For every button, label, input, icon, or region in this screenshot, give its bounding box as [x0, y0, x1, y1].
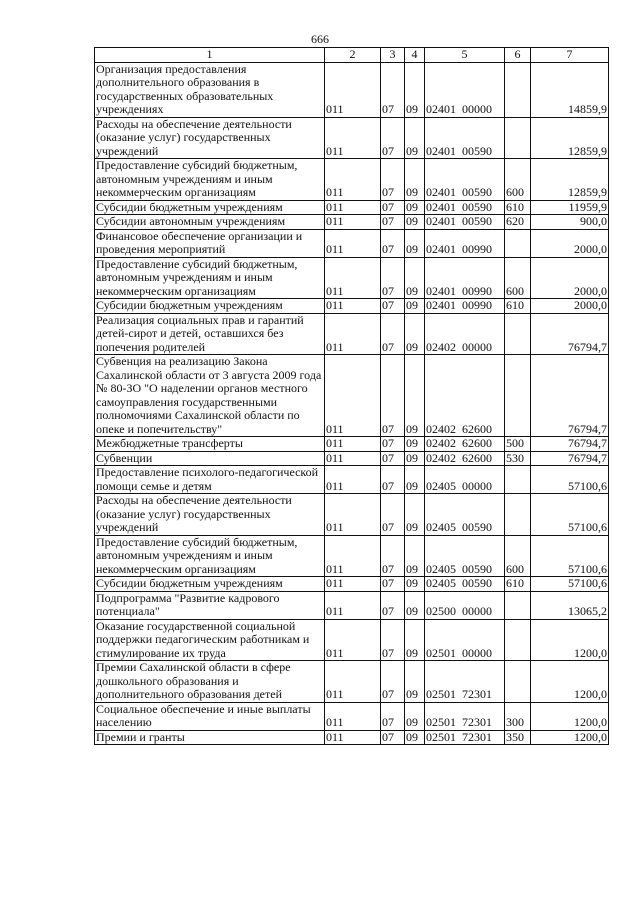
- row-code-cell: 011: [325, 591, 381, 619]
- row-name-cell: Субсидии бюджетным учреждениям: [95, 200, 325, 215]
- row-amount-cell: 1200,0: [531, 619, 609, 661]
- row-name-cell: Субсидии бюджетным учреждениям: [95, 577, 325, 592]
- row-name-cell: Финансовое обеспечение организации и проведения мероприятий: [95, 229, 325, 257]
- row-code-cell: 011: [325, 299, 381, 314]
- header-row: [95, 48, 609, 63]
- header-col-4: 4: [405, 48, 425, 63]
- table-row: [95, 619, 609, 661]
- row-section-cell: 07: [381, 661, 405, 703]
- row-subsection-cell: 09: [405, 229, 425, 257]
- row-code-cell: 011: [325, 229, 381, 257]
- row-target-article-cell: 02501 72301: [425, 702, 505, 730]
- row-subsection-cell: 09: [405, 494, 425, 536]
- row-subsection-cell: 09: [405, 62, 425, 117]
- row-target-article-cell: 02401 00990: [425, 229, 505, 257]
- row-amount-cell: 11959,9: [531, 200, 609, 215]
- row-name-cell: Субсидии бюджетным учреждениям: [95, 299, 325, 314]
- row-code-cell: 011: [325, 355, 381, 437]
- row-expense-type-cell: 610: [505, 577, 531, 592]
- row-expense-type-cell: [505, 494, 531, 536]
- row-subsection-cell: 09: [405, 619, 425, 661]
- row-expense-type-cell: [505, 313, 531, 355]
- row-name-cell: Межбюджетные трансферты: [95, 437, 325, 452]
- row-target-article-cell: 02401 00590: [425, 159, 505, 201]
- table-row: [95, 494, 609, 536]
- row-code-cell: 011: [325, 451, 381, 466]
- row-section-cell: 07: [381, 355, 405, 437]
- page-number: 666: [311, 32, 329, 46]
- row-amount-cell: 76794,7: [531, 355, 609, 437]
- row-code-cell: 011: [325, 730, 381, 745]
- row-name-cell: Расходы на обеспечение деятельности (оказание услуг) государственных учреждений: [95, 494, 325, 536]
- row-code-cell: 011: [325, 437, 381, 452]
- row-target-article-cell: 02501 72301: [425, 661, 505, 703]
- row-code-cell: 011: [325, 619, 381, 661]
- table-row: [95, 257, 609, 299]
- row-subsection-cell: 09: [405, 215, 425, 230]
- row-code-cell: 011: [325, 117, 381, 159]
- header-col-7: 7: [531, 48, 609, 63]
- row-subsection-cell: 09: [405, 257, 425, 299]
- row-expense-type-cell: 610: [505, 299, 531, 314]
- row-section-cell: 07: [381, 200, 405, 215]
- row-section-cell: 07: [381, 299, 405, 314]
- header-col-3: 3: [381, 48, 405, 63]
- row-section-cell: 07: [381, 313, 405, 355]
- row-target-article-cell: 02501 00000: [425, 619, 505, 661]
- row-expense-type-cell: 600: [505, 257, 531, 299]
- header-col-2: 2: [325, 48, 381, 63]
- row-name-cell: Организация предоставления дополнительного образования в государственных образовательных учреждениях: [95, 62, 325, 117]
- row-target-article-cell: 02405 00000: [425, 466, 505, 494]
- row-section-cell: 07: [381, 577, 405, 592]
- row-target-article-cell: 02501 72301: [425, 730, 505, 745]
- table-row: [95, 451, 609, 466]
- row-subsection-cell: 09: [405, 730, 425, 745]
- row-amount-cell: 14859,9: [531, 62, 609, 117]
- row-code-cell: 011: [325, 661, 381, 703]
- row-code-cell: 011: [325, 702, 381, 730]
- row-subsection-cell: 09: [405, 591, 425, 619]
- row-section-cell: 07: [381, 702, 405, 730]
- row-expense-type-cell: 610: [505, 200, 531, 215]
- row-name-cell: Премии и гранты: [95, 730, 325, 745]
- row-expense-type-cell: 620: [505, 215, 531, 230]
- row-target-article-cell: 02402 62600: [425, 437, 505, 452]
- table-row: [95, 200, 609, 215]
- row-name-cell: Субсидии автономным учреждениям: [95, 215, 325, 230]
- row-code-cell: 011: [325, 159, 381, 201]
- table-body: [95, 62, 609, 745]
- table-row: [95, 591, 609, 619]
- row-target-article-cell: 02405 00590: [425, 535, 505, 577]
- row-target-article-cell: 02405 00590: [425, 577, 505, 592]
- row-amount-cell: 57100,6: [531, 466, 609, 494]
- row-target-article-cell: 02402 62600: [425, 355, 505, 437]
- row-target-article-cell: 02405 00590: [425, 494, 505, 536]
- row-name-cell: Предоставление психолого-педагогической помощи семье и детям: [95, 466, 325, 494]
- row-expense-type-cell: 530: [505, 451, 531, 466]
- table-row: [95, 661, 609, 703]
- row-amount-cell: 76794,7: [531, 437, 609, 452]
- row-section-cell: 07: [381, 229, 405, 257]
- row-amount-cell: 12859,9: [531, 159, 609, 201]
- row-code-cell: 011: [325, 466, 381, 494]
- row-section-cell: 07: [381, 591, 405, 619]
- row-subsection-cell: 09: [405, 299, 425, 314]
- row-name-cell: Премии Сахалинской области в сфере дошкольного образования и дополнительного образования детей: [95, 661, 325, 703]
- row-code-cell: 011: [325, 200, 381, 215]
- row-expense-type-cell: [505, 62, 531, 117]
- row-amount-cell: 2000,0: [531, 257, 609, 299]
- row-amount-cell: 2000,0: [531, 299, 609, 314]
- row-section-cell: 07: [381, 619, 405, 661]
- row-name-cell: Предоставление субсидий бюджетным, автономным учреждениям и иным некоммерческим организациям: [95, 535, 325, 577]
- row-target-article-cell: 02500 00000: [425, 591, 505, 619]
- row-section-cell: 07: [381, 494, 405, 536]
- row-name-cell: Реализация социальных прав и гарантий детей-сирот и детей, оставшихся без попечения родителей: [95, 313, 325, 355]
- row-name-cell: Предоставление субсидий бюджетным, автономным учреждениям и иным некоммерческим организациям: [95, 159, 325, 201]
- row-section-cell: 07: [381, 466, 405, 494]
- table-row: [95, 215, 609, 230]
- header-col-5: 5: [425, 48, 505, 63]
- row-name-cell: Субвенция на реализацию Закона Сахалинской области от 3 августа 2009 года № 80-ЗО "О наделении органов местного самоуправления государственными полномочиями Сахалинской области по опеке и попечительству": [95, 355, 325, 437]
- row-amount-cell: 900,0: [531, 215, 609, 230]
- row-target-article-cell: 02401 00590: [425, 200, 505, 215]
- row-amount-cell: 12859,9: [531, 117, 609, 159]
- row-name-cell: Субвенции: [95, 451, 325, 466]
- row-code-cell: 011: [325, 62, 381, 117]
- row-section-cell: 07: [381, 117, 405, 159]
- table-row: [95, 159, 609, 201]
- row-expense-type-cell: 600: [505, 535, 531, 577]
- row-target-article-cell: 02401 00590: [425, 215, 505, 230]
- table-row: [95, 229, 609, 257]
- row-section-cell: 07: [381, 437, 405, 452]
- row-name-cell: Расходы на обеспечение деятельности (оказание услуг) государственных учреждений: [95, 117, 325, 159]
- row-target-article-cell: 02401 00990: [425, 299, 505, 314]
- row-expense-type-cell: [505, 619, 531, 661]
- row-code-cell: 011: [325, 494, 381, 536]
- row-expense-type-cell: [505, 591, 531, 619]
- row-subsection-cell: 09: [405, 200, 425, 215]
- row-target-article-cell: 02402 00000: [425, 313, 505, 355]
- row-subsection-cell: 09: [405, 577, 425, 592]
- row-name-cell: Подпрограмма "Развитие кадрового потенциала": [95, 591, 325, 619]
- row-code-cell: 011: [325, 577, 381, 592]
- row-expense-type-cell: [505, 229, 531, 257]
- table-row: [95, 437, 609, 452]
- row-code-cell: 011: [325, 257, 381, 299]
- row-section-cell: 07: [381, 535, 405, 577]
- row-subsection-cell: 09: [405, 702, 425, 730]
- table-row: [95, 702, 609, 730]
- row-expense-type-cell: 600: [505, 159, 531, 201]
- row-code-cell: 011: [325, 215, 381, 230]
- row-subsection-cell: 09: [405, 437, 425, 452]
- row-expense-type-cell: [505, 466, 531, 494]
- row-section-cell: 07: [381, 257, 405, 299]
- row-name-cell: Предоставление субсидий бюджетным, автономным учреждениям и иным некоммерческим организациям: [95, 257, 325, 299]
- row-amount-cell: 57100,6: [531, 577, 609, 592]
- table-row: [95, 577, 609, 592]
- table-row: [95, 466, 609, 494]
- table-row: [95, 299, 609, 314]
- table-row: [95, 355, 609, 437]
- row-expense-type-cell: [505, 355, 531, 437]
- row-amount-cell: 76794,7: [531, 451, 609, 466]
- row-section-cell: 07: [381, 730, 405, 745]
- row-target-article-cell: 02401 00590: [425, 117, 505, 159]
- row-section-cell: 07: [381, 62, 405, 117]
- row-subsection-cell: 09: [405, 535, 425, 577]
- row-subsection-cell: 09: [405, 661, 425, 703]
- row-target-article-cell: 02401 00990: [425, 257, 505, 299]
- row-expense-type-cell: 350: [505, 730, 531, 745]
- row-amount-cell: 2000,0: [531, 229, 609, 257]
- table-row: [95, 62, 609, 117]
- row-amount-cell: 1200,0: [531, 661, 609, 703]
- row-expense-type-cell: 500: [505, 437, 531, 452]
- row-section-cell: 07: [381, 215, 405, 230]
- row-subsection-cell: 09: [405, 117, 425, 159]
- row-amount-cell: 57100,6: [531, 494, 609, 536]
- row-target-article-cell: 02402 62600: [425, 451, 505, 466]
- row-target-article-cell: 02401 00000: [425, 62, 505, 117]
- row-subsection-cell: 09: [405, 466, 425, 494]
- header-col-1: 1: [95, 48, 325, 63]
- row-expense-type-cell: [505, 117, 531, 159]
- row-section-cell: 07: [381, 159, 405, 201]
- row-amount-cell: 13065,2: [531, 591, 609, 619]
- row-subsection-cell: 09: [405, 355, 425, 437]
- row-subsection-cell: 09: [405, 451, 425, 466]
- table-row: [95, 730, 609, 745]
- row-expense-type-cell: [505, 661, 531, 703]
- table-row: [95, 535, 609, 577]
- table-row: [95, 117, 609, 159]
- row-subsection-cell: 09: [405, 313, 425, 355]
- row-name-cell: Социальное обеспечение и иные выплаты населению: [95, 702, 325, 730]
- row-amount-cell: 1200,0: [531, 702, 609, 730]
- row-section-cell: 07: [381, 451, 405, 466]
- row-expense-type-cell: 300: [505, 702, 531, 730]
- header-col-6: 6: [505, 48, 531, 63]
- row-code-cell: 011: [325, 313, 381, 355]
- row-code-cell: 011: [325, 535, 381, 577]
- row-subsection-cell: 09: [405, 159, 425, 201]
- row-amount-cell: 1200,0: [531, 730, 609, 745]
- row-name-cell: Оказание государственной социальной поддержки педагогическим работникам и стимулирование их труда: [95, 619, 325, 661]
- row-amount-cell: 57100,6: [531, 535, 609, 577]
- row-amount-cell: 76794,7: [531, 313, 609, 355]
- budget-table: [94, 47, 609, 745]
- table-row: [95, 313, 609, 355]
